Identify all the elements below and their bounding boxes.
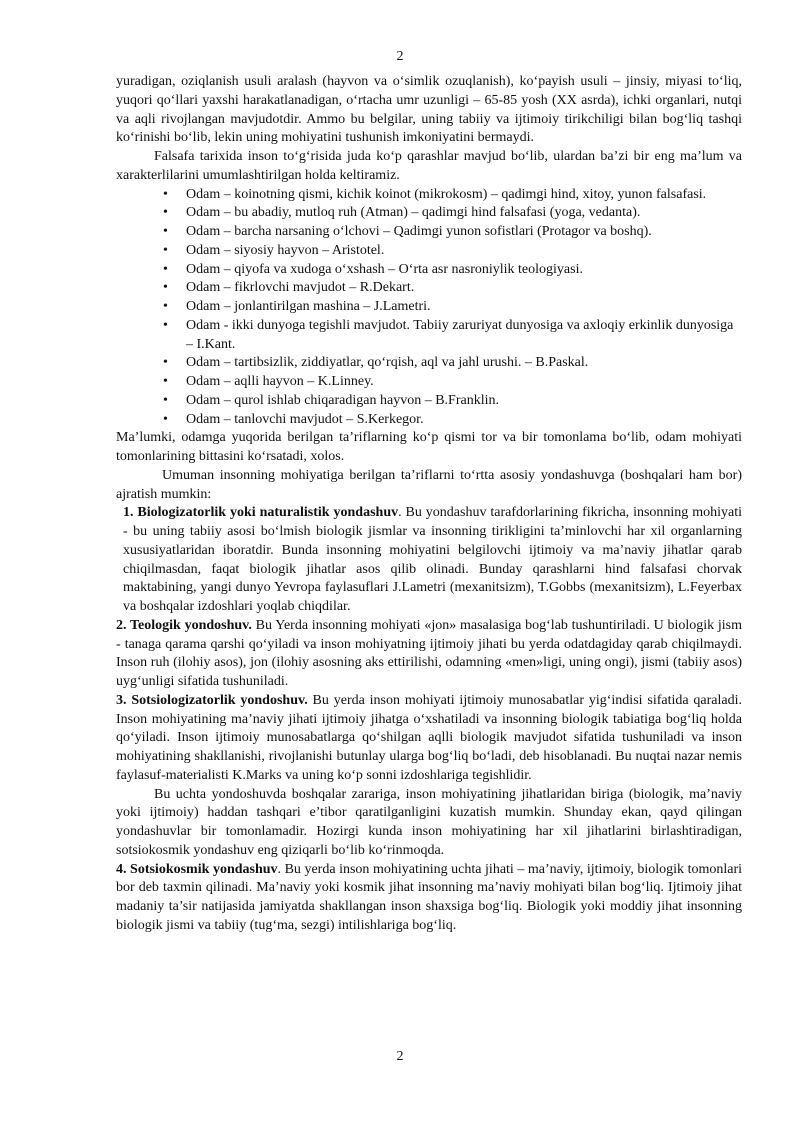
definitions-list xyxy=(116,186,742,430)
list-item: • Odam – tanlovchi mavjudot – S.Kerkegor. xyxy=(186,411,742,430)
list-item: • Odam – barcha narsaning o‘lchovi – Qadimgi yunon sofistlari (Protagor va boshq). xyxy=(186,223,742,242)
approach-text: Bu Yerda insonning mohiyati «jon» masalasiga bog‘lab tushuntiriladi. U biologik jism - tanaga qarama qarshi qo‘yiladi va inson mohiyatning ijtimoiy jihati bu yerda odatdagiday qarab chiqilmaydi. Inson ruh (ilohiy asos), jon (ilohiy asosning aks ettirilishi, odamning «men»ligi, uning ongi), jismi (tabiiy asos) uyg‘unligi sifatida tushuniladi. xyxy=(116,617,742,689)
list-item: • Odam – siyosiy hayvon – Aristotel. xyxy=(186,242,742,261)
approach-sociological xyxy=(116,692,742,786)
approach-title: 3. Sotsiologizatorlik yondoshuv. xyxy=(116,692,308,708)
approach-theological xyxy=(116,617,742,692)
paragraph-history: Falsafa tarixida inson to‘g‘risida juda ko‘p qarashlar mavjud bo‘lib, ulardan ba’zi bir eng ma’lum va xarakterlilarini umumlashtirilgan holda keltiramiz. xyxy=(116,149,742,183)
list-item: • Odam – fikrlovchi mavjudot – R.Dekart. xyxy=(186,279,742,298)
list-item: • Odam - ikki dunyoga tegishli mavjudot. Tabiiy zaruriyat dunyosiga va axloqiy erkinlik dunyosiga – I.Kant. xyxy=(186,317,742,355)
list-item: • Odam – tartibsizlik, ziddiyatlar, qo‘rqish, aql va jahl urushi. – B.Paskal. xyxy=(186,354,742,373)
paragraph-conclusion: Bu uchta yondoshuvda boshqalar zarariga, inson mohiyatining jihatlaridan biriga (biologik, ma’naviy yoki ijtimoiy) haddan tashqari e’tibor qaratilganligini kuzatish mumkin. Shunday ekan, qayd qilingan yondashuvlar bir tomonlamadir. Hozirgi kunda inson mohiyatining har xil jihatlarini birlashtiradigan, sotsiokosmik yondashuv eng qiziqarli bo‘lib ko‘rinmoqda. xyxy=(116,786,742,858)
approach-text: Bu yerda inson mohiyati ijtimoiy munosabatlar yig‘indisi sifatida qaraladi. Inson mohiyatining ma’naviy jihati ijtimoiy jihatga o‘xshatiladi va insonning biologik tabiatiga bog‘liq holda qo‘yiladi. Inson ijtimoiy munosabatlarga qo‘shilgan aqlli biologik mavjudot sifatida tushuniladi va inson mohiyatining shakllanishi, rivojlanishi butunlay ularga bog‘liq bo‘ladi, deb hisoblanadi. Bu nuqtai nazar nemis faylasuf-materialisti K.Marks va uning ko‘p sonni izdoshlariga tegishlidir. xyxy=(116,692,742,783)
page-number-bottom: 2 xyxy=(396,1049,404,1064)
paragraph-summary: Ma’lumki, odamga yuqorida berilgan ta’riflarning ko‘p qismi tor va bir tomonlama bo‘lib, odam mohiyati tomonlarining bittasini ko‘rsatadi, xolos. xyxy=(116,430,742,464)
paragraph-approaches-intro: Umuman insonning mohiyatiga berilgan ta’riflarni to‘rtta asosiy yondashuvga (boshqalari ham bor) ajratish mumkin: xyxy=(116,467,742,502)
document-body xyxy=(116,73,742,936)
approach-text: . Bu yondashuv tarafdorlarining fikricha, insonning mohiyati - bu uning tabiiy asosi bo‘lmish biologik jismlar va insonning tirikligini ta’minlovchi har xil organlarning xususiyatlaridan iboratdir. Bunda insonning mohiyatini belgilovchi ijtimoiy va ma’naviy jihatlar qarab chiqilmasdan, faqat biologik jihatlar asos qilib olinadi. Bunday qarashlarni hind falsafasi chorvak maktabining, yangi dunyo Yevropa faylasuflari J.Lametri (mexanitsizm), T.Gobbs (mexanitsizm), L.Feyerbax va boshqalar izdoshlari yoqlab chiqdilar. xyxy=(123,505,742,614)
approach-text: . Bu yerda inson mohiyatining uchta jihati – ma’naviy, ijtimoiy, biologik tomonlari bor deb taxmin qilinadi. Ma’naviy yoki kosmik jihat insonning ma’naviy mohiyati bilan bog‘liq. Ijtimoiy jihat madaniy ta’sir natijasida jamiyatda shakllangan inson shaxsiga bog‘liq. Biologik yoki moddiy jihat insonning biologik jismi va tabiiy (tug‘ma, sezgi) intilishlariga bog‘liq. xyxy=(116,861,743,933)
approach-title: 4. Sotsiokosmik yondashuv xyxy=(116,861,278,877)
list-item: • Odam – aqlli hayvon – K.Linney. xyxy=(186,373,742,392)
list-item: • Odam – qurol ishlab chiqaradigan hayvon – B.Franklin. xyxy=(186,392,742,411)
list-item: • Odam – bu abadiy, mutloq ruh (Atman) – qadimgi hind falsafasi (yoga, vedanta). xyxy=(186,204,742,223)
list-item: • Odam – qiyofa va xudoga o‘xshash – O‘rta asr nasroniylik teologiyasi. xyxy=(186,261,742,280)
page-number-top: 2 xyxy=(396,49,404,64)
approach-title: 2. Teologik yondoshuv. xyxy=(116,617,252,633)
list-item: • Odam – koinotning qismi, kichik koinot (mikrokosm) – qadimgi hind, xitoy, yunon falsafasi. xyxy=(186,186,742,205)
paragraph-intro: yuradigan, oziqlanish usuli aralash (hayvon va o‘simlik ozuqlanish), ko‘payish usuli – jinsiy, miyasi to‘liq, yuqori qo‘llari yaxshi harakatlanadigan, o‘rtacha umr uzunligi – 65-85 yosh (XX asrda), ichki organlari, nutqi va aqli rivojlangan mavjudotdir. Ammo bu belgilar, uning tabiiy va ijtimoiy tirikchiligi bilan bog‘liq tashqi ko‘rinishi bo‘lib, lekin uning mohiyatini tushunish imkoniyatini bermaydi. xyxy=(116,74,742,146)
approach-biological xyxy=(116,504,742,617)
list-item: • Odam – jonlantirilgan mashina – J.Lametri. xyxy=(186,298,742,317)
approach-sociocosmic xyxy=(116,861,742,936)
approach-title: 1. Biologizatorlik yoki naturalistik yondashuv xyxy=(123,505,399,521)
